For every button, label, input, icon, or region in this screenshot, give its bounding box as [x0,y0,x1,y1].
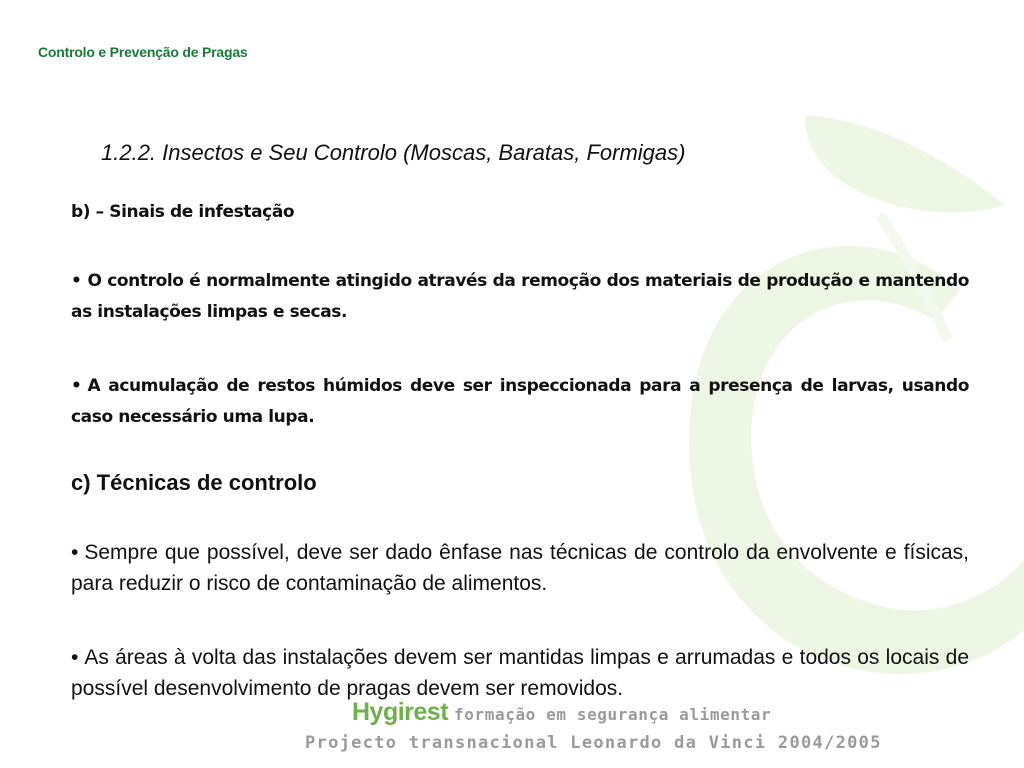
brand-tagline: formação em segurança alimentar [454,705,772,724]
bullet-text: As áreas à volta das instalações devem ser mantidas limpas e arrumadas e todos os locais de possível desenvolvimento de pragas devem ser removidos. [71,646,969,700]
bullet-text: O controlo é normalmente atingido através da remoção dos materiais de produção e mantendo as instalações limpas e secas. [71,271,969,322]
subheading-control-techniques: c) Técnicas de controlo [71,470,317,495]
bullet-marker: • [71,271,82,291]
bullet-paragraph-c2 [71,642,969,704]
bullet-paragraph-b2 [71,371,969,433]
bullet-paragraph-b1 [71,266,969,328]
subheading-infestation-signs: b) – Sinais de infestação [71,202,295,222]
bullet-marker: • [71,541,79,564]
footer-brand [352,698,771,727]
bullet-marker: • [71,376,82,396]
bullet-text: Sempre que possível, deve ser dado ênfase nas técnicas de controlo da envolvente e físicas, para reduzir o risco de contaminação de alimentos. [71,541,969,595]
section-title: 1.2.2. Insectos e Seu Controlo (Moscas, Baratas, Formigas) [101,140,686,165]
bullet-marker: • [71,646,79,669]
brand-logo-text: Hygirest [352,698,449,726]
bullet-text: A acumulação de restos húmidos deve ser inspeccionada para a presença de larvas, usando caso necessário uma lupa. [71,376,969,427]
footer-project: Projecto transnacional Leonardo da Vinci 2004/2005 [305,733,882,753]
header-title: Controlo e Prevenção de Pragas [38,44,248,60]
bullet-paragraph-c1 [71,537,969,599]
